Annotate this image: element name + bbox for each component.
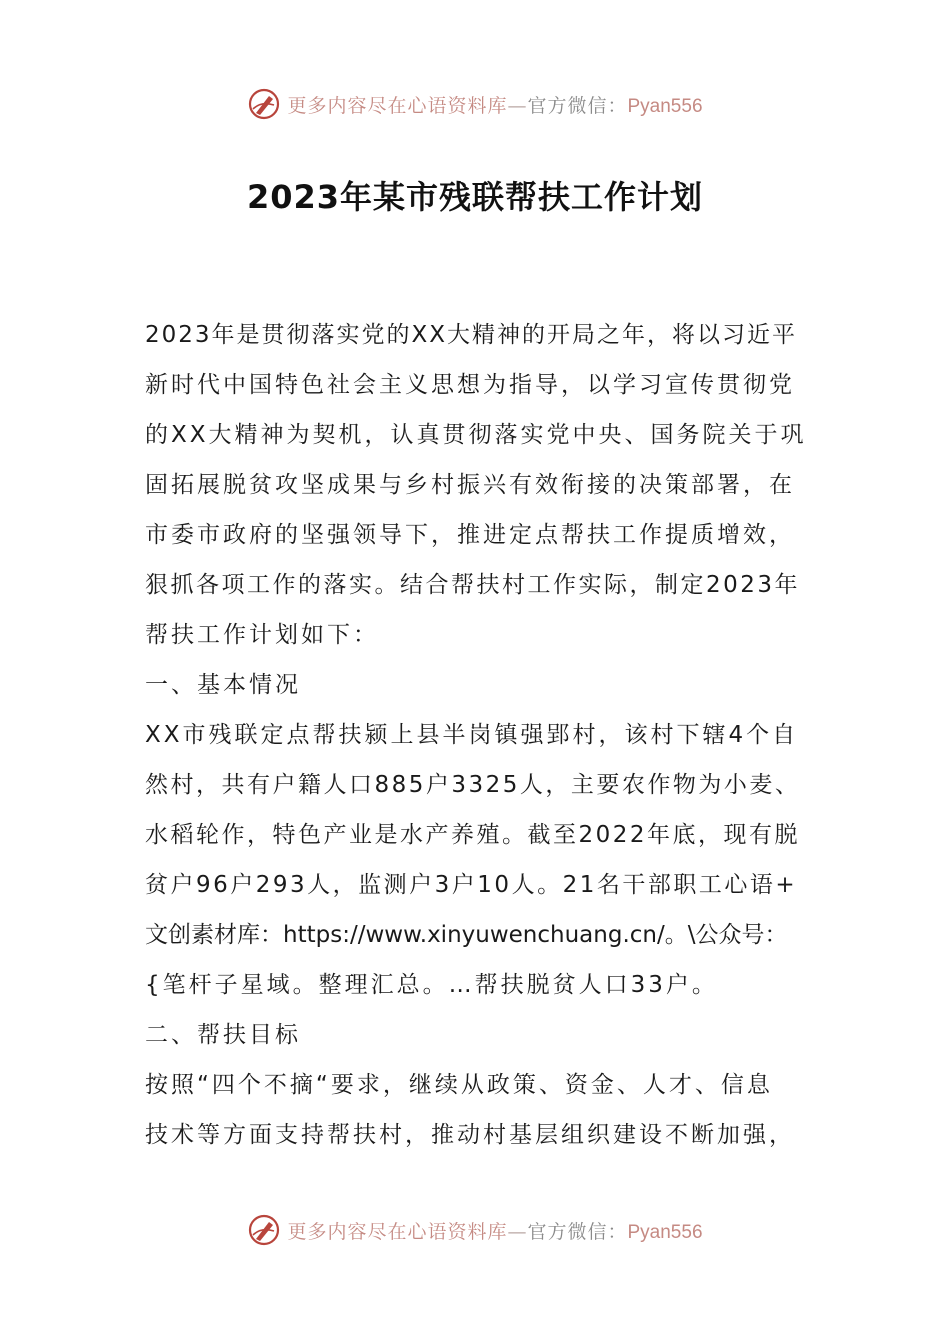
pen-logo-icon <box>247 1213 281 1247</box>
body-line: 固拓展脱贫攻坚成果与乡村振兴有效衔接的决策部署，在 <box>145 472 795 498</box>
header-banner <box>0 84 950 124</box>
document-title: 2023年某市残联帮扶工作计划 <box>246 178 704 216</box>
header-official-label: 官方微信： <box>527 94 628 117</box>
header-dash: — <box>507 94 528 117</box>
body-line: XX市残联定点帮扶颍上县半岗镇强郢村，该村下辖4个自 <box>145 722 799 748</box>
body-line: {笔杆子星域。整理汇总。…帮扶脱贫人口33户。 <box>145 972 718 998</box>
pen-logo-icon <box>247 87 281 121</box>
body-line: 技术等方面支持帮扶村，推动村基层组织建设不断加强， <box>145 1122 795 1148</box>
footer-wechat-id: Pyan556 <box>627 1221 703 1243</box>
body-line: 帮扶工作计划如下： <box>145 622 379 648</box>
body-line: 新时代中国特色社会主义思想为指导，以学习宣传贯彻党 <box>145 372 795 398</box>
body-line: 的XX大精神为契机，认真贯彻落实党中央、国务院关于巩 <box>145 422 807 448</box>
footer-dash: — <box>507 1220 528 1243</box>
body-line: 水稻轮作，特色产业是水产养殖。截至2022年底，现有脱 <box>145 822 801 848</box>
body-line-with-url: 文创素材库：https://www.xinyuwenchuang.cn/。\公众号： <box>145 922 788 948</box>
footer-banner <box>0 1210 950 1250</box>
section-heading-basic-info: 一、基本情况 <box>145 672 301 698</box>
document-body <box>145 310 807 1160</box>
header-slogan: 更多内容尽在心语资料库 <box>287 94 508 117</box>
body-line: 贫户96户293人，监测户3户10人。21名干部职工心语+ <box>145 872 798 898</box>
body-line: 然村，共有户籍人口885户3325人，主要农作物为小麦、 <box>145 772 801 798</box>
footer-official-label: 官方微信： <box>527 1220 628 1243</box>
body-line: 按照“四个不摘“要求，继续从政策、资金、人才、信息 <box>145 1072 773 1098</box>
body-line: 2023年是贯彻落实党的XX大精神的开局之年，将以习近平 <box>145 322 798 348</box>
footer-slogan: 更多内容尽在心语资料库 <box>287 1220 508 1243</box>
body-line: 市委市政府的坚强领导下，推进定点帮扶工作提质增效， <box>145 522 795 548</box>
section-heading-goals: 二、帮扶目标 <box>145 1022 301 1048</box>
header-wechat-id: Pyan556 <box>627 95 703 117</box>
body-line: 狠抓各项工作的落实。结合帮扶村工作实际，制定2023年 <box>145 572 801 598</box>
